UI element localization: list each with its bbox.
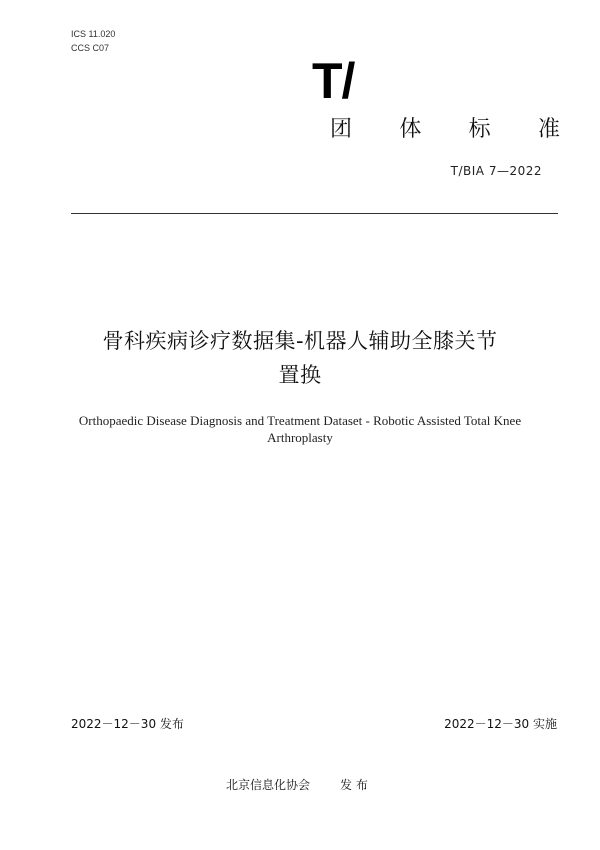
- standard-type-char: 团: [330, 117, 353, 142]
- issue-date: 2022－12－30 发布: [71, 717, 184, 731]
- standard-type-char: 体: [399, 117, 422, 142]
- standard-type-char: 标: [468, 117, 491, 142]
- standard-logo: T/: [312, 53, 355, 109]
- header-divider: [71, 213, 558, 214]
- title-chinese-line2: 置换: [278, 363, 322, 387]
- standard-type-char: 准: [537, 117, 560, 142]
- publisher-name: 北京信息化协会: [226, 778, 311, 792]
- publisher: [226, 777, 368, 793]
- ics-code: ICS 11.020: [71, 29, 116, 39]
- standard-type: [330, 116, 560, 144]
- implementation-date: 2022－12－30 实施: [444, 717, 557, 731]
- title-english-line1: Orthopaedic Disease Diagnosis and Treatment Dataset - Robotic Assisted Total Knee: [78, 413, 522, 428]
- title-english-line2: Arthroplasty: [267, 430, 333, 445]
- ccs-code: CCS C07: [71, 43, 110, 53]
- classification-codes: [71, 27, 115, 55]
- title-english: [60, 412, 540, 446]
- standard-number: T/BIA 7—2022: [450, 164, 542, 178]
- title-chinese: [60, 324, 540, 392]
- title-chinese-line1: 骨科疾病诊疗数据集-机器人辅助全膝关节: [102, 329, 498, 353]
- publisher-action: 发 布: [340, 778, 368, 792]
